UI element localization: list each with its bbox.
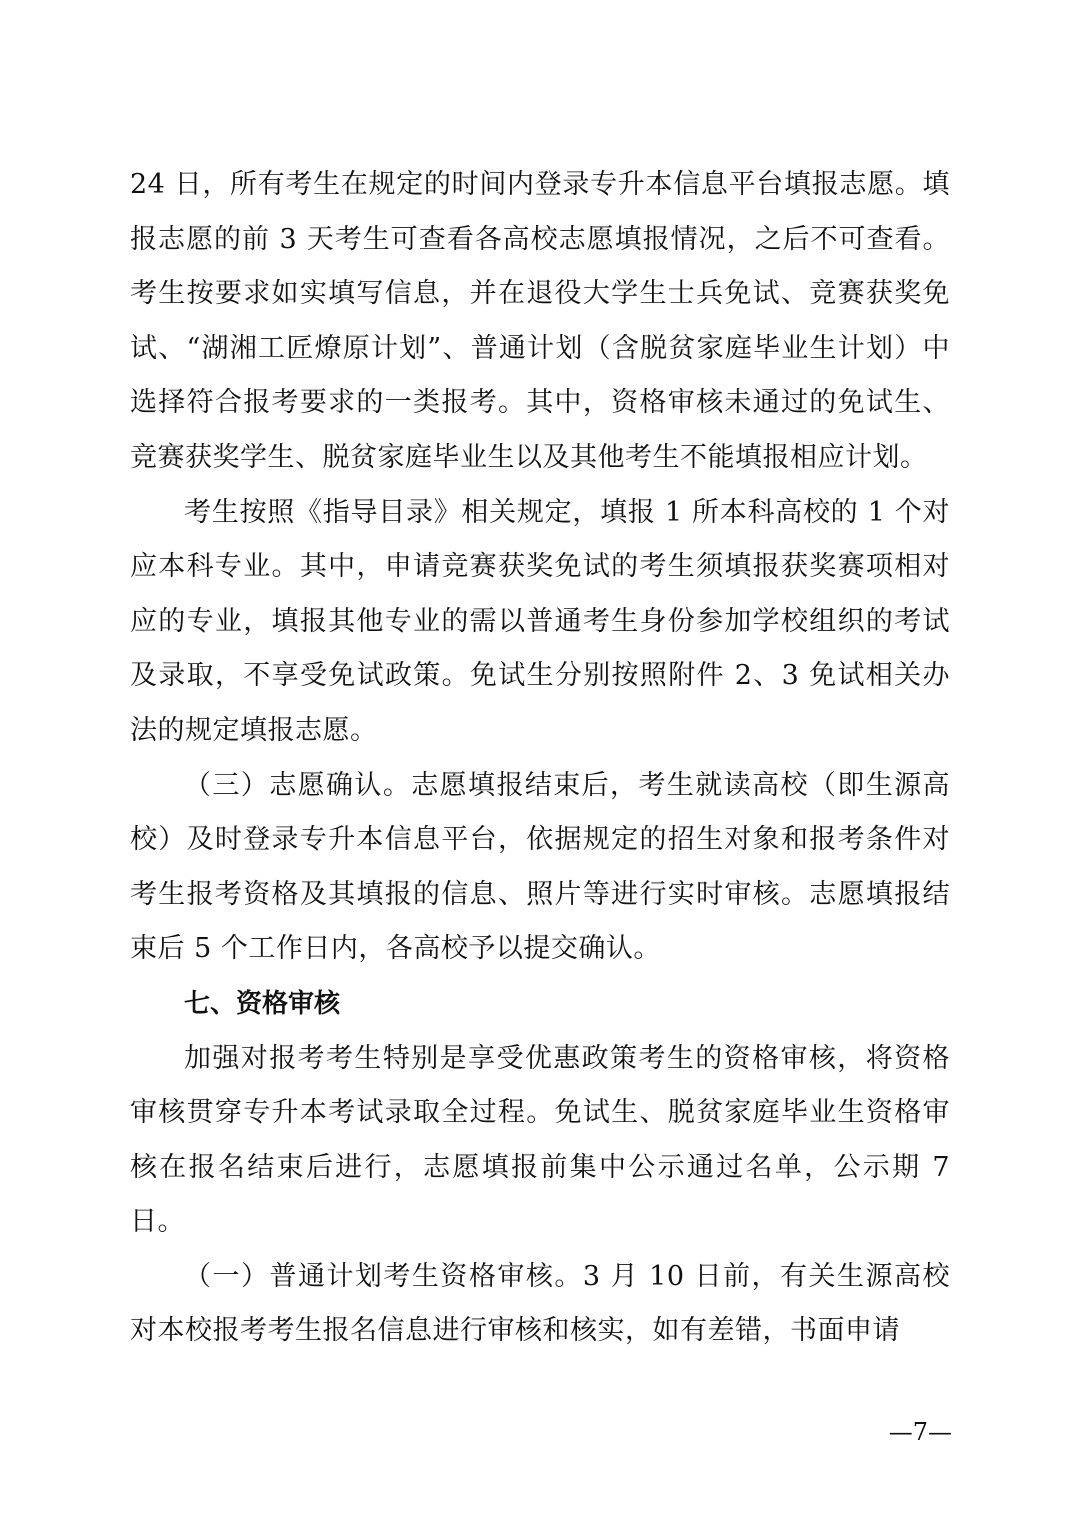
section-heading-qualification-review: 七、资格审核 bbox=[184, 988, 341, 1019]
paragraph-general-plan-review bbox=[130, 1250, 950, 1359]
subhead-general-plan-review: （一）普通计划考生资格审核。 bbox=[184, 1260, 583, 1292]
paragraph-general-plan-review-body: 3 月 10 日前，有关生源高校对本校报考考生报名信息进行审核和核实，如有差错，书面申请 bbox=[130, 1260, 950, 1347]
paragraph-qualification-review: 加强对报考考生特别是享受优惠政策考生的资格审核，将资格审核贯穿专升本考试录取全过程。免试生、脱贫家庭毕业生资格审核在报名结束后进行，志愿填报前集中公示通过名单，公示期 7 日。 bbox=[130, 1042, 950, 1238]
paragraph-volunteer-confirmation bbox=[130, 759, 950, 977]
page-number: —7— bbox=[888, 1418, 952, 1446]
paragraph-guide-catalog: 考生按照《指导目录》相关规定，填报 1 所本科高校的 1 个对应本科专业。其中，申请竞赛获奖免试的考生须填报获奖赛项相对应的专业，填报其他专业的需以普通考生身份参加学校组织的考试及录取，不享受免试政策。免试生分别按照附件 2、3 免试相关办法的规定填报志愿。 bbox=[130, 496, 950, 746]
document-page bbox=[130, 158, 950, 1359]
paragraph-volunteer-confirmation-body: 志愿填报结束后，考生就读高校（即生源高校）及时登录专升本信息平台，依据规定的招生对象和报考条件对考生报考资格及其填报的信息、照片等进行实时审核。志愿填报结束后 5 个工作日内，各高校予以提交确认。 bbox=[130, 769, 951, 965]
paragraph-volunteer-filling: 24 日，所有考生在规定的时间内登录专升本信息平台填报志愿。填报志愿的前 3 天考生可查看各高校志愿填报情况，之后不可查看。考生按要求如实填写信息，并在退役大学生士兵免试、竞赛获奖免试、“湖湘工匠燎原计划”、普通计划（含脱贫家庭毕业生计划）中选择符合报考要求的一类报考。其中，资格审核未通过的免试生、竞赛获奖学生、脱贫家庭毕业生以及其他考生不能填报相应计划。 bbox=[130, 169, 950, 473]
subhead-volunteer-confirmation: （三）志愿确认。 bbox=[184, 769, 412, 801]
